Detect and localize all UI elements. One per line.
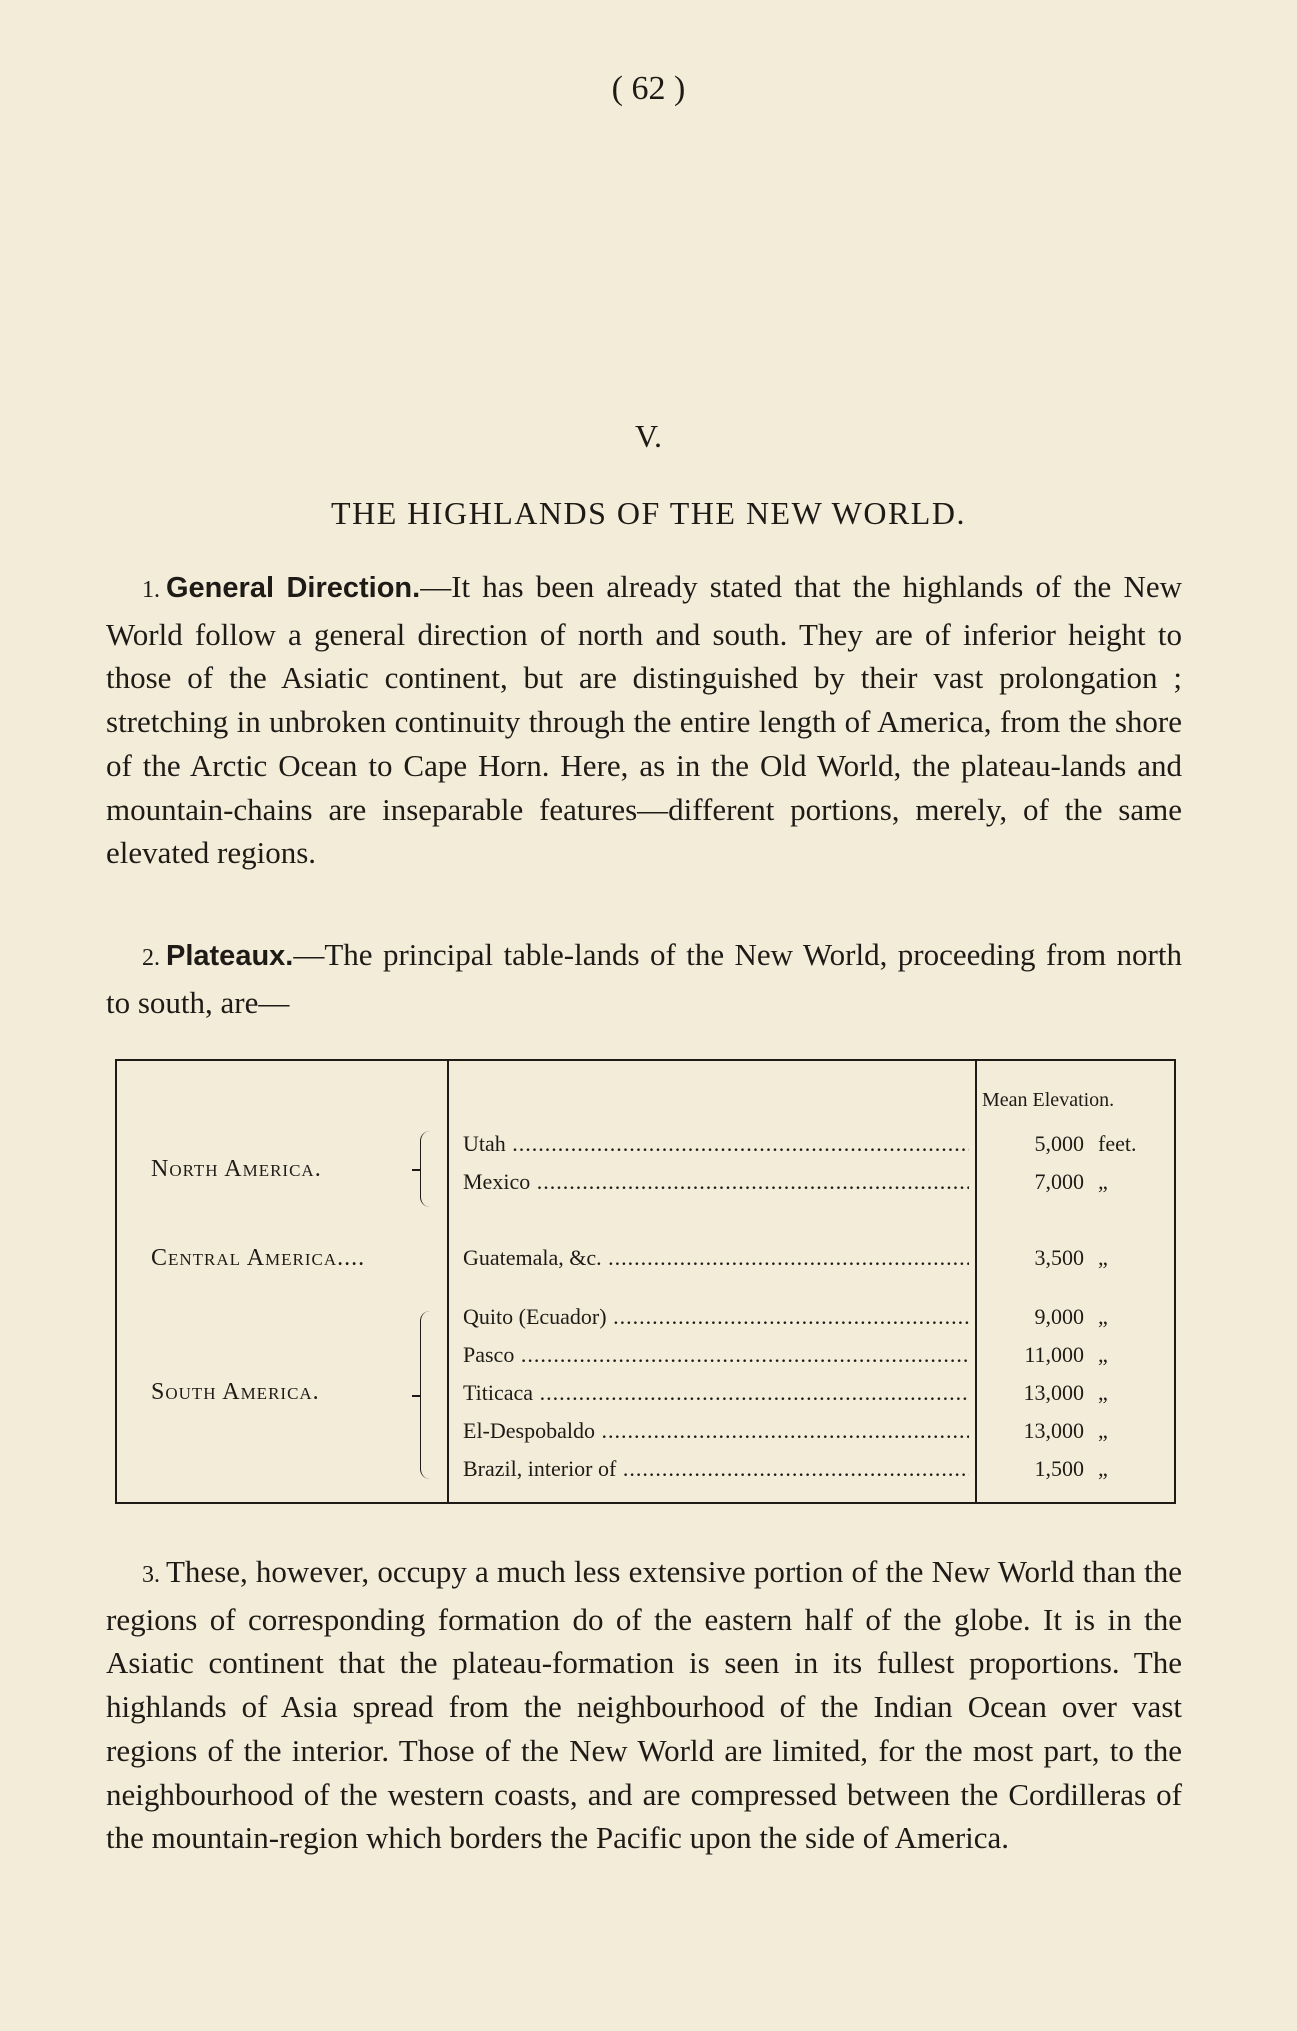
- section-numeral: V.: [635, 418, 662, 454]
- table-row: [115, 1418, 1176, 1456]
- paragraph-number: 1.: [142, 577, 160, 603]
- paragraph-heading: General Direction.: [166, 572, 421, 604]
- elevation-cell: 11,000 „: [1024, 1342, 1108, 1367]
- table-bottom-rule: [115, 1502, 1176, 1504]
- paragraph-number: 3.: [142, 1562, 160, 1588]
- mean-elevation-header: Mean Elevation.: [982, 1089, 1115, 1111]
- paragraph-text: These, however, occupy a much less extensive portion of the New World than the regions of corresponding formation do of the eastern half of the globe. It is in the Asiatic continent that the plateau-formation is seen in its fullest proportions. The highlands of Asia spread from the neighbourhood of the Indian Ocean over vast regions of the interior. Those of the New World are limited, for the most part, to the neighbourhood of the western coasts, and are compressed between the Cordilleras of the mountain-region which borders the Pacific upon the side of America.: [106, 1554, 1182, 1856]
- table-row: [115, 1169, 1176, 1207]
- elevation-cell: 1,500 „: [1034, 1456, 1108, 1481]
- plateaux-table: [115, 1059, 1176, 1504]
- table-row: [115, 1380, 1176, 1418]
- paragraph-number: 2.: [142, 945, 160, 971]
- table-top-rule: [115, 1059, 1176, 1061]
- page-number: ( 62 ): [611, 70, 686, 107]
- elevation-cell: 3,500 „: [1034, 1245, 1108, 1270]
- place-name: Utah .....: [463, 1131, 969, 1157]
- table-row: [115, 1131, 1176, 1169]
- elevation-cell: 7,000 „: [1034, 1169, 1108, 1194]
- paragraph-heading: Plateaux.: [166, 940, 294, 972]
- paragraph-general-direction: [106, 565, 1182, 875]
- place-name: Titicaca .....: [463, 1380, 969, 1406]
- region-north-america: North America.: [151, 1156, 322, 1182]
- place-name: Pasco .....: [463, 1342, 969, 1368]
- paragraph-comparison: [106, 1550, 1182, 1860]
- region-central-america: Central America....: [151, 1245, 366, 1271]
- place-name: Mexico .....: [463, 1169, 969, 1195]
- table-row: [115, 1304, 1176, 1342]
- elevation-cell: 13,000 „: [1023, 1418, 1108, 1443]
- elevation-cell: 13,000 „: [1023, 1380, 1108, 1405]
- elevation-cell: 9,000 „: [1034, 1304, 1108, 1329]
- paragraph-text: —It has been already stated that the highlands of the New World follow a general direction of north and south. They are of inferior height to those of the Asiatic continent, but are distinguished by their vast prolongation ; stretching in unbroken continuity through the entire length of America, from the shore of the Arctic Ocean to Cape Horn. Here, as in the Old World, the plateau-lands and mountain-chains are inseparable features—different portions, merely, of the same elevated regions.: [106, 569, 1182, 871]
- elevation-cell: 5,000 feet.: [1034, 1131, 1137, 1156]
- place-name: El-Despobaldo .....: [463, 1418, 969, 1444]
- place-name: Guatemala, &c. .....: [463, 1245, 969, 1271]
- chapter-title: THE HIGHLANDS OF THE NEW WORLD.: [331, 495, 966, 531]
- table-row: [115, 1342, 1176, 1380]
- place-name: Brazil, interior of .....: [463, 1456, 969, 1482]
- region-south-america: South America.: [151, 1379, 320, 1405]
- paragraph-plateaux: [106, 933, 1182, 1024]
- table-row: [115, 1456, 1176, 1494]
- paragraph-text: —The principal table-lands of the New World, proceeding from north to south, are—: [106, 937, 1182, 1020]
- table-row: [115, 1245, 1176, 1283]
- place-name: Quito (Ecuador) .....: [463, 1304, 969, 1330]
